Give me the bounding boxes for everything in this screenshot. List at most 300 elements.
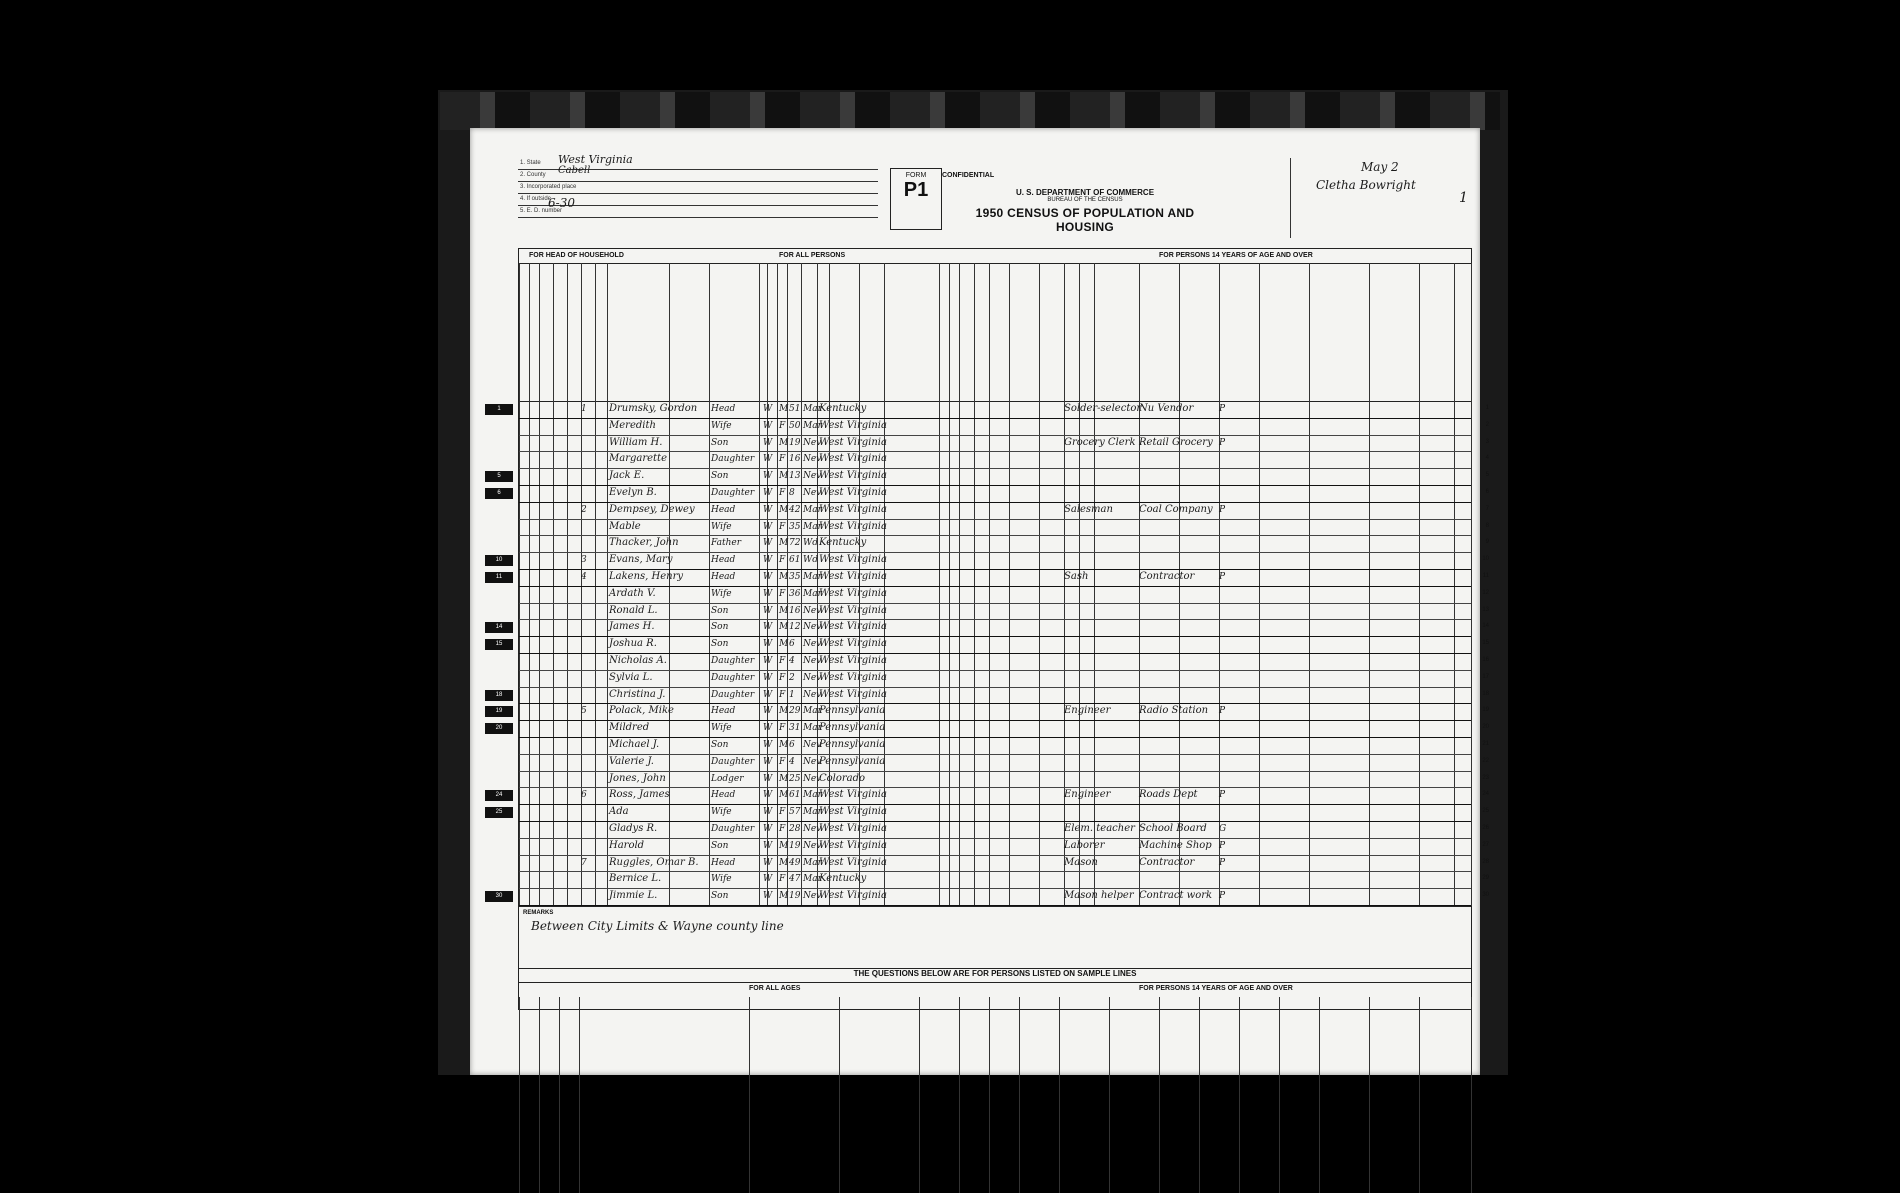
census-table [495, 248, 1489, 1010]
cell-birth: Kentucky [819, 873, 867, 885]
cell-ind: School Board [1139, 823, 1207, 834]
cell-cls: G [1219, 824, 1227, 834]
cell-rel: Wife [711, 807, 732, 818]
cell-rel: Son [711, 840, 729, 851]
sample-column-rule [959, 997, 960, 1193]
cell-race: W [763, 471, 773, 482]
cell-birth: Kentucky [819, 403, 867, 414]
cell-name: Michael J. [609, 739, 660, 750]
line-number: 23 [1482, 774, 1489, 781]
cell-mar: Nev [803, 454, 822, 465]
table-row [495, 636, 1489, 653]
cell-race: W [763, 656, 773, 666]
cell-occ: Salesman [1064, 503, 1113, 515]
cell-name: Meredith [609, 419, 656, 431]
cell-cls: P [1219, 706, 1226, 717]
records [495, 401, 1489, 906]
cell-ind: Coal Company [1139, 503, 1213, 515]
cell-sex: M [779, 706, 789, 717]
cell-ind: Roads Dept [1139, 789, 1198, 801]
line-number: 26 [1482, 825, 1489, 831]
cell-cls: P [1219, 857, 1226, 868]
cell-rel: Head [711, 555, 736, 566]
cell-birth: Pennsylvania [819, 755, 886, 767]
band-age14: FOR PERSONS 14 YEARS OF AGE AND OVER [1159, 252, 1313, 259]
form-title-block [890, 158, 1280, 238]
cell-cls: P [1219, 572, 1226, 582]
cell-birth: West Virginia [819, 823, 887, 834]
cell-birth: Colorado [819, 772, 866, 784]
cell-age: 25 [789, 773, 801, 784]
cell-race: W [763, 555, 773, 566]
cell-birth: West Virginia [819, 806, 887, 818]
cell-mar: Mar [803, 404, 822, 414]
table-row [519, 737, 1489, 754]
county-value: Cabell [558, 165, 591, 176]
sample-column-rule [1319, 997, 1320, 1193]
cell-ind: Retail Grocery [1139, 436, 1213, 448]
line-number: 4 [1485, 455, 1489, 462]
cell-occ: Laborer [1064, 839, 1105, 851]
cell-sex: F [779, 689, 786, 700]
cell-race: W [763, 874, 773, 885]
cell-age: 35 [789, 521, 801, 532]
scan-top-edge [440, 92, 1500, 130]
cell-name: Ada [609, 806, 629, 818]
sample-column-rule [1199, 997, 1200, 1193]
line-number: 8 [1485, 522, 1489, 529]
sample-line-tag: 19 [485, 706, 513, 717]
line-number: 12 [1482, 589, 1489, 596]
cell-rel: Wife [711, 588, 732, 599]
remarks-box [519, 906, 1471, 969]
form-title: 1950 CENSUS OF POPULATION AND HOUSING [975, 206, 1195, 234]
cell-age: 61 [789, 555, 801, 566]
cell-name: James H. [609, 621, 655, 633]
cell-race: W [763, 807, 773, 818]
cell-age: 4 [789, 756, 795, 767]
line-number: 29 [1482, 875, 1489, 882]
table-row [519, 535, 1489, 552]
cell-name: Sylvia L. [609, 671, 653, 683]
cell-age: 4 [789, 656, 795, 666]
cell-ind: Machine Shop [1139, 839, 1212, 851]
cell-age: 72 [789, 538, 801, 549]
location-block: 1. State 2. County 3. Incorporated place 4. If outside 5. E. D. number West Virginia Cabell 6-30 [518, 158, 878, 238]
cell-birth: West Virginia [819, 503, 887, 515]
cell-birth: West Virginia [819, 571, 887, 582]
cell-age: 35 [789, 572, 801, 582]
cell-rel: Daughter [711, 824, 755, 834]
cell-mar: Mar [803, 521, 822, 532]
cell-mar: Mar [803, 572, 822, 582]
remarks-text: Between City Limits & Wayne county line [531, 919, 784, 933]
cell-sex: M [779, 538, 789, 549]
enumeration-date: May 2 [1361, 160, 1399, 174]
cell-age: 19 [789, 891, 801, 902]
cell-occ: Solder-selector [1064, 403, 1142, 414]
cell-rel: Wife [711, 521, 732, 532]
cell-race: W [763, 605, 773, 616]
cell-rel: Daughter [711, 672, 755, 683]
cell-name: Gladys R. [609, 823, 658, 834]
cell-age: 8 [789, 488, 795, 498]
table-row [519, 771, 1489, 788]
sample-line-tag: 11 [485, 572, 513, 583]
cell-sex: M [779, 605, 789, 616]
cell-cls: P [1219, 437, 1226, 448]
cell-rel: Daughter [711, 689, 755, 700]
cell-cls: P [1219, 790, 1226, 801]
cell-ind: Contract work [1139, 890, 1213, 902]
cell-birth: West Virginia [819, 789, 887, 801]
sample-line-tag: 30 [485, 891, 513, 902]
cell-name: Evelyn B. [609, 487, 657, 498]
line-number: 16 [1482, 657, 1489, 663]
cell-cls: P [1219, 404, 1226, 414]
cell-age: 13 [789, 471, 801, 482]
sample-line-tag: 6 [485, 488, 513, 499]
cell-age: 6 [789, 639, 795, 650]
cell-sex: M [779, 773, 789, 784]
cell-birth: Pennsylvania [819, 722, 886, 734]
cell-mar: Nev [803, 891, 822, 902]
cell-age: 19 [789, 437, 801, 448]
table-row [495, 569, 1489, 586]
cell-name: Ross, James [609, 789, 670, 801]
cell-name: Bernice L. [609, 873, 662, 885]
cell-race: W [763, 404, 773, 414]
cell-mar: Nev [803, 689, 822, 700]
cell-sex: F [779, 672, 786, 683]
cell-rel: Wife [711, 420, 732, 431]
cell-occ: Grocery Clerk [1064, 436, 1136, 448]
cell-age: 6 [789, 740, 795, 750]
cell-race: W [763, 723, 773, 734]
cell-ind: Radio Station [1139, 705, 1209, 717]
cell-house: 5 [581, 706, 587, 717]
cell-birth: West Virginia [819, 839, 887, 851]
cell-house: 2 [581, 504, 587, 515]
cell-mar: Nev [803, 437, 822, 448]
cell-occ: Mason [1064, 856, 1098, 868]
cell-rel: Son [711, 605, 729, 616]
cell-race: W [763, 891, 773, 902]
cell-birth: West Virginia [819, 554, 887, 566]
table-row [519, 838, 1489, 855]
cell-race: W [763, 488, 773, 498]
cell-race: W [763, 454, 773, 465]
cell-sex: M [779, 404, 789, 414]
cell-name: Ardath V. [609, 587, 656, 599]
sample-line-tag: 25 [485, 807, 513, 818]
form-code: P1 [903, 179, 929, 201]
cell-name: Margarette [609, 453, 667, 465]
cell-sex: M [779, 639, 789, 650]
form-label: FORM [905, 172, 927, 179]
cell-cls: P [1219, 891, 1226, 902]
cell-race: W [763, 706, 773, 717]
cell-sex: M [779, 437, 789, 448]
cell-ind: Contractor [1139, 856, 1195, 868]
cell-mar: Nev [803, 656, 822, 666]
table-row [519, 586, 1489, 603]
line-number: 18 [1482, 690, 1489, 697]
cell-mar: Nev [803, 824, 822, 834]
line-number: 15 [1482, 640, 1489, 647]
line-number: 25 [1482, 808, 1489, 815]
date-block [1290, 158, 1471, 238]
cell-age: 16 [789, 605, 801, 616]
cell-race: W [763, 588, 773, 599]
cell-mar: Mar [803, 420, 822, 431]
cell-race: W [763, 756, 773, 767]
table-row [519, 754, 1489, 771]
band-household: FOR HEAD OF HOUSEHOLD [529, 252, 624, 259]
table-row [495, 703, 1489, 720]
cell-rel: Head [711, 504, 736, 515]
cell-race: W [763, 504, 773, 515]
column-rule [1471, 263, 1472, 906]
cell-mar: Mar [803, 874, 822, 885]
section-band [519, 249, 1471, 264]
cell-age: 16 [789, 454, 801, 465]
sample-title: THE QUESTIONS BELOW ARE FOR PERSONS LISTED ON SAMPLE LINES [519, 968, 1471, 983]
cell-rel: Head [711, 790, 736, 801]
cell-mar: Mar [803, 504, 822, 515]
cell-mar: Nev [803, 639, 822, 650]
form-id [890, 168, 942, 230]
cell-mar: Mar [803, 807, 822, 818]
sample-left-heading: FOR ALL AGES [749, 985, 801, 992]
cell-sex: F [779, 588, 786, 599]
cell-occ: Engineer [1064, 705, 1111, 717]
cell-race: W [763, 790, 773, 801]
cell-mar: Mar [803, 723, 822, 734]
line-number: 27 [1482, 841, 1489, 848]
cell-race: W [763, 572, 773, 582]
table-row [519, 670, 1489, 687]
cell-name: Evans, Mary [609, 554, 673, 566]
bureau: BUREAU OF THE CENSUS [1047, 197, 1123, 203]
band-all-persons: FOR ALL PERSONS [779, 252, 846, 259]
enumerator-name: Cletha Bowright [1316, 178, 1416, 192]
sample-questions [519, 982, 1471, 1193]
cell-rel: Head [711, 857, 736, 868]
cell-race: W [763, 521, 773, 532]
cell-rel: Son [711, 891, 729, 902]
sample-line-tag: 15 [485, 639, 513, 650]
cell-sex: F [779, 521, 786, 532]
cell-rel: Son [711, 622, 729, 633]
table-row [495, 804, 1489, 821]
cell-birth: West Virginia [819, 856, 887, 868]
cell-birth: Pennsylvania [819, 705, 886, 717]
sample-column-rule [1279, 997, 1280, 1193]
cell-rel: Wife [711, 874, 732, 885]
cell-birth: West Virginia [819, 587, 887, 599]
line-number: 9 [1485, 539, 1489, 546]
line-number: 19 [1482, 707, 1489, 714]
cell-age: 31 [789, 723, 801, 734]
cell-birth: West Virginia [819, 419, 887, 431]
cell-birth: West Virginia [819, 638, 887, 650]
cell-mar: Nev [803, 740, 822, 750]
cell-house: 6 [581, 790, 587, 801]
cell-rel: Head [711, 404, 736, 414]
cell-sex: F [779, 756, 786, 767]
cell-ind: Nu Vendor [1139, 403, 1194, 414]
sample-column-rule [1019, 997, 1020, 1193]
cell-mar: Mar [803, 857, 822, 868]
table-row [519, 502, 1489, 519]
sample-column-rule [1471, 997, 1472, 1193]
cell-name: William H. [609, 436, 663, 448]
cell-mar: Nev [803, 840, 822, 851]
sample-column-rule [1369, 997, 1370, 1193]
cell-sex: F [779, 807, 786, 818]
cell-race: W [763, 420, 773, 431]
cell-mar: Mar [803, 790, 822, 801]
cell-age: 2 [789, 672, 795, 683]
cell-rel: Son [711, 639, 729, 650]
cell-house: 4 [581, 572, 587, 582]
cell-sex: M [779, 857, 789, 868]
table-row [519, 418, 1489, 435]
cell-birth: West Virginia [819, 520, 887, 532]
cell-race: W [763, 689, 773, 700]
cell-birth: West Virginia [819, 604, 887, 616]
cell-mar: Wd [803, 538, 819, 549]
sheet-number: 1 [1459, 190, 1468, 206]
cell-name: Dempsey, Dewey [609, 503, 695, 515]
sample-column-rule [989, 997, 990, 1193]
cell-age: 61 [789, 790, 801, 801]
sample-column-rule [1059, 997, 1060, 1193]
sample-line-tag: 24 [485, 790, 513, 801]
remarks-label: REMARKS [523, 910, 554, 916]
cell-rel: Wife [711, 723, 732, 734]
line-number: 24 [1482, 791, 1489, 798]
cell-race: W [763, 773, 773, 784]
cell-birth: Kentucky [819, 537, 867, 549]
table-row [495, 619, 1489, 636]
sample-column-rule [519, 997, 520, 1193]
table-row [519, 519, 1489, 536]
cell-sex: F [779, 488, 786, 498]
cell-race: W [763, 672, 773, 683]
cell-sex: F [779, 656, 786, 666]
cell-cls: P [1219, 504, 1226, 515]
cell-name: Nicholas A. [609, 655, 667, 666]
cell-mar: Mar [803, 588, 822, 599]
cell-name: Ronald L. [609, 604, 658, 616]
cell-birth: West Virginia [819, 890, 887, 902]
table-row [497, 401, 1489, 418]
line-number: 17 [1482, 673, 1489, 680]
table-row [519, 821, 1489, 838]
cell-age: 42 [789, 504, 801, 515]
table-row [495, 687, 1489, 704]
table-row [519, 871, 1489, 888]
cell-race: W [763, 538, 773, 549]
cell-race: W [763, 437, 773, 448]
department: U. S. DEPARTMENT OF COMMERCE [1015, 188, 1155, 197]
sample-column-rule [559, 997, 560, 1193]
line-number: 28 [1482, 858, 1489, 865]
cell-rel: Son [711, 437, 729, 448]
cell-occ: Sash [1064, 571, 1089, 582]
cell-age: 47 [789, 874, 801, 885]
line-number: 21 [1482, 741, 1489, 747]
sample-line-tag: 14 [485, 622, 513, 633]
cell-birth: West Virginia [819, 671, 887, 683]
cell-name: Joshua R. [609, 638, 657, 650]
column-headers [519, 263, 1471, 402]
table-row [519, 603, 1489, 620]
sample-column-rule [919, 997, 920, 1193]
line-number: 7 [1485, 505, 1489, 512]
table-row [519, 435, 1489, 452]
table-row [497, 485, 1489, 502]
cell-name: Valerie J. [609, 755, 654, 767]
table-row [495, 720, 1489, 737]
line-number: 10 [1482, 556, 1489, 563]
cell-rel: Daughter [711, 656, 755, 666]
cell-name: Jack E. [609, 470, 645, 482]
cell-birth: West Virginia [819, 655, 887, 666]
cell-birth: West Virginia [819, 453, 887, 465]
sample-line-tag: 10 [485, 555, 513, 566]
cell-rel: Daughter [711, 454, 755, 465]
sample-column-rule [539, 997, 540, 1193]
cell-name: Drumsky, Gordon [609, 403, 698, 414]
cell-race: W [763, 639, 773, 650]
cell-house: 3 [581, 555, 587, 566]
cell-mar: Nev [803, 471, 822, 482]
cell-age: 29 [789, 706, 801, 717]
cell-sex: F [779, 420, 786, 431]
cell-sex: M [779, 622, 789, 633]
cell-sex: M [779, 471, 789, 482]
sample-column-rule [749, 997, 750, 1193]
line-number: 5 [1485, 472, 1489, 479]
state-value: West Virginia [558, 153, 633, 166]
line-number: 2 [1485, 421, 1489, 428]
cell-mar: Nev [803, 605, 822, 616]
sample-right-heading: FOR PERSONS 14 YEARS OF AGE AND OVER [1139, 985, 1293, 992]
cell-age: 51 [789, 404, 801, 414]
cell-house: 7 [581, 857, 587, 868]
sample-line-tag: 18 [485, 690, 513, 701]
cell-age: 49 [789, 857, 801, 868]
cell-age: 36 [789, 588, 801, 599]
cell-sex: M [779, 840, 789, 851]
cell-race: W [763, 740, 773, 750]
cell-rel: Daughter [711, 488, 755, 498]
line-number: 3 [1485, 438, 1489, 445]
cell-rel: Lodger [711, 773, 744, 784]
cell-mar: Nev [803, 672, 822, 683]
cell-mar: Nev [803, 622, 822, 633]
cell-birth: Pennsylvania [819, 739, 886, 750]
cell-mar: Nev [803, 773, 822, 784]
cell-cls: P [1219, 840, 1226, 851]
sample-line-tag: 5 [485, 471, 513, 482]
cell-rel: Daughter [711, 756, 755, 767]
line-number: 6 [1485, 489, 1489, 495]
line-number: 13 [1482, 606, 1489, 613]
